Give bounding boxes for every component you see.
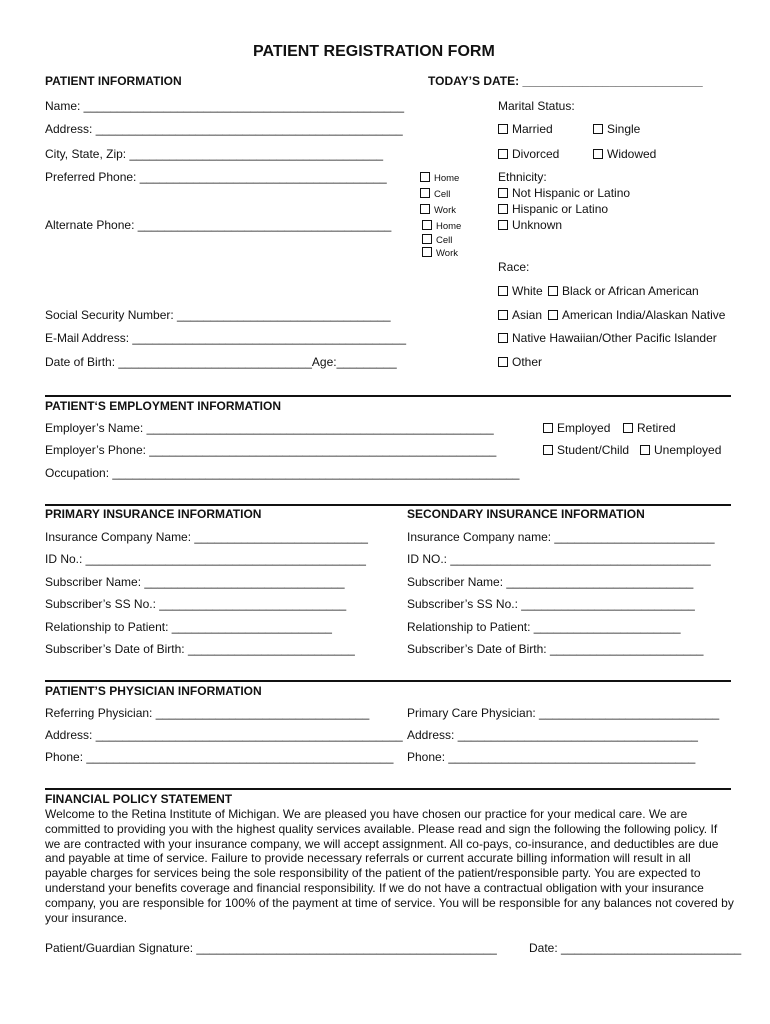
physician-phone-right-field[interactable]: Phone: _____________________________________ <box>407 750 696 764</box>
ssn-field[interactable]: Social Security Number: ________________________________ <box>45 308 391 322</box>
ethnicity-unknown-option[interactable]: Unknown <box>498 218 562 232</box>
checkbox-icon <box>498 310 508 320</box>
checkbox-icon <box>422 247 432 257</box>
secondary-subscriber-field[interactable]: Subscriber Name: ____________________________ <box>407 575 694 589</box>
alternate-cell-option[interactable]: Cell <box>422 234 452 246</box>
financial-header: FINANCIAL POLICY STATEMENT <box>45 792 233 806</box>
checkbox-icon <box>498 357 508 367</box>
address-field[interactable]: Address: ______________________________________________ <box>45 122 403 136</box>
preferred-home-option[interactable]: Home <box>420 172 459 184</box>
ethnicity-hispanic-option[interactable]: Hispanic or Latino <box>498 202 608 216</box>
primary-insurance-header: PRIMARY INSURANCE INFORMATION <box>45 507 262 521</box>
secondary-ssn-field[interactable]: Subscriber’s SS No.: __________________________ <box>407 597 695 611</box>
secondary-relationship-field[interactable]: Relationship to Patient: ______________________ <box>407 620 681 634</box>
checkbox-icon <box>623 423 633 433</box>
ethnicity-label: Ethnicity: <box>498 170 547 184</box>
checkbox-icon <box>420 172 430 182</box>
marital-status-label: Marital Status: <box>498 99 575 113</box>
race-other-option[interactable]: Other <box>498 355 542 369</box>
primary-company-field[interactable]: Insurance Company Name: __________________________ <box>45 530 368 544</box>
email-field[interactable]: E-Mail Address: _________________________________________ <box>45 331 406 345</box>
marital-single-option[interactable]: Single <box>593 122 640 136</box>
secondary-dob-field[interactable]: Subscriber’s Date of Birth: _______________________ <box>407 642 704 656</box>
employed-option[interactable]: Employed <box>543 421 610 435</box>
student-child-option[interactable]: Student/Child <box>543 443 629 457</box>
primary-id-field[interactable]: ID No.: __________________________________________ <box>45 552 366 566</box>
dob-age-field[interactable]: Date of Birth: _____________________________Age:_________ <box>45 355 397 369</box>
marital-divorced-option[interactable]: Divorced <box>498 147 559 161</box>
section-divider <box>45 788 731 790</box>
checkbox-icon <box>543 423 553 433</box>
checkbox-icon <box>548 310 558 320</box>
preferred-cell-option[interactable]: Cell <box>420 188 450 200</box>
financial-policy-text: Welcome to the Retina Institute of Michigan. We are pleased you have chosen our practice for your medical care. We are committed to providing you with the highest quality services available. Please read and sign the following the following policy. If we are contracted with your insurance company, we will accept assignment. All co-pays, co-insurance, and deductibles are due and payable at time of service. Failure to provide necessary referrals or current accurate billing information will result in all payable charges for services being the sole responsibility of the patient of the patient/responsible party. You are expected to understand your benefits coverage and financial responsibility. If we do not have a contractual obligation with your insurance company, you are responsible for 100% of the payment at time of service. You will be responsible for any balances not covered by your insurance. <box>45 807 734 925</box>
marital-married-option[interactable]: Married <box>498 122 553 136</box>
checkbox-icon <box>543 445 553 455</box>
checkbox-icon <box>420 188 430 198</box>
marital-widowed-option[interactable]: Widowed <box>593 147 656 161</box>
signature-date-field[interactable]: Date: ___________________________ <box>529 941 742 955</box>
alternate-home-option[interactable]: Home <box>422 220 461 232</box>
referring-physician-field[interactable]: Referring Physician: ________________________________ <box>45 706 370 720</box>
race-asian-option[interactable]: Asian <box>498 308 542 322</box>
checkbox-icon <box>498 286 508 296</box>
checkbox-icon <box>593 149 603 159</box>
patient-info-header: PATIENT INFORMATION <box>45 74 182 88</box>
race-pacific-islander-option[interactable]: Native Hawaiian/Other Pacific Islander <box>498 331 717 345</box>
primary-subscriber-field[interactable]: Subscriber Name: ______________________________ <box>45 575 345 589</box>
checkbox-icon <box>498 149 508 159</box>
primary-care-physician-field[interactable]: Primary Care Physician: ___________________________ <box>407 706 720 720</box>
physician-address-right-field[interactable]: Address: ____________________________________ <box>407 728 698 742</box>
race-native-american-option[interactable]: American India/Alaskan Native <box>548 308 725 322</box>
physician-address-left-field[interactable]: Address: ______________________________________________ <box>45 728 403 742</box>
section-divider <box>45 504 731 506</box>
preferred-work-option[interactable]: Work <box>420 204 456 216</box>
checkbox-icon <box>498 333 508 343</box>
alternate-work-option[interactable]: Work <box>422 247 458 259</box>
secondary-id-field[interactable]: ID NO.: _______________________________________ <box>407 552 711 566</box>
alternate-phone-field[interactable]: Alternate Phone: ______________________________________ <box>45 218 392 232</box>
preferred-phone-field[interactable]: Preferred Phone: _____________________________________ <box>45 170 387 184</box>
todays-date-field[interactable]: TODAY’S DATE: ___________________________ <box>428 74 703 88</box>
employer-name-field[interactable]: Employer’s Name: ____________________________________________________ <box>45 421 494 435</box>
primary-ssn-field[interactable]: Subscriber’s SS No.: ____________________________ <box>45 597 347 611</box>
race-black-option[interactable]: Black or African American <box>548 284 699 298</box>
checkbox-icon <box>498 188 508 198</box>
checkbox-icon <box>422 220 432 230</box>
secondary-company-field[interactable]: Insurance Company name: ________________________ <box>407 530 715 544</box>
name-field[interactable]: Name: ________________________________________________ <box>45 99 405 113</box>
city-state-zip-field[interactable]: City, State, Zip: ______________________________________ <box>45 147 384 161</box>
physician-header: PATIENT’S PHYSICIAN INFORMATION <box>45 684 262 698</box>
checkbox-icon <box>498 220 508 230</box>
race-label: Race: <box>498 260 530 274</box>
checkbox-icon <box>548 286 558 296</box>
checkbox-icon <box>420 204 430 214</box>
employer-phone-field[interactable]: Employer’s Phone: ____________________________________________________ <box>45 443 497 457</box>
primary-dob-field[interactable]: Subscriber’s Date of Birth: _________________________ <box>45 642 355 656</box>
signature-field[interactable]: Patient/Guardian Signature: _____________________________________________ <box>45 941 497 955</box>
physician-phone-left-field[interactable]: Phone: ______________________________________________ <box>45 750 394 764</box>
section-divider <box>45 680 731 682</box>
primary-relationship-field[interactable]: Relationship to Patient: ________________________ <box>45 620 332 634</box>
checkbox-icon <box>498 204 508 214</box>
checkbox-icon <box>593 124 603 134</box>
secondary-insurance-header: SECONDARY INSURANCE INFORMATION <box>407 507 645 521</box>
ethnicity-not-hispanic-option[interactable]: Not Hispanic or Latino <box>498 186 630 200</box>
checkbox-icon <box>422 234 432 244</box>
occupation-field[interactable]: Occupation: _____________________________________________________________ <box>45 466 520 480</box>
checkbox-icon <box>640 445 650 455</box>
form-title: PATIENT REGISTRATION FORM <box>253 43 495 60</box>
section-divider <box>45 395 731 397</box>
race-white-option[interactable]: White <box>498 284 543 298</box>
retired-option[interactable]: Retired <box>623 421 676 435</box>
checkbox-icon <box>498 124 508 134</box>
employment-header: PATIENT‘S EMPLOYMENT INFORMATION <box>45 399 281 413</box>
unemployed-option[interactable]: Unemployed <box>640 443 721 457</box>
